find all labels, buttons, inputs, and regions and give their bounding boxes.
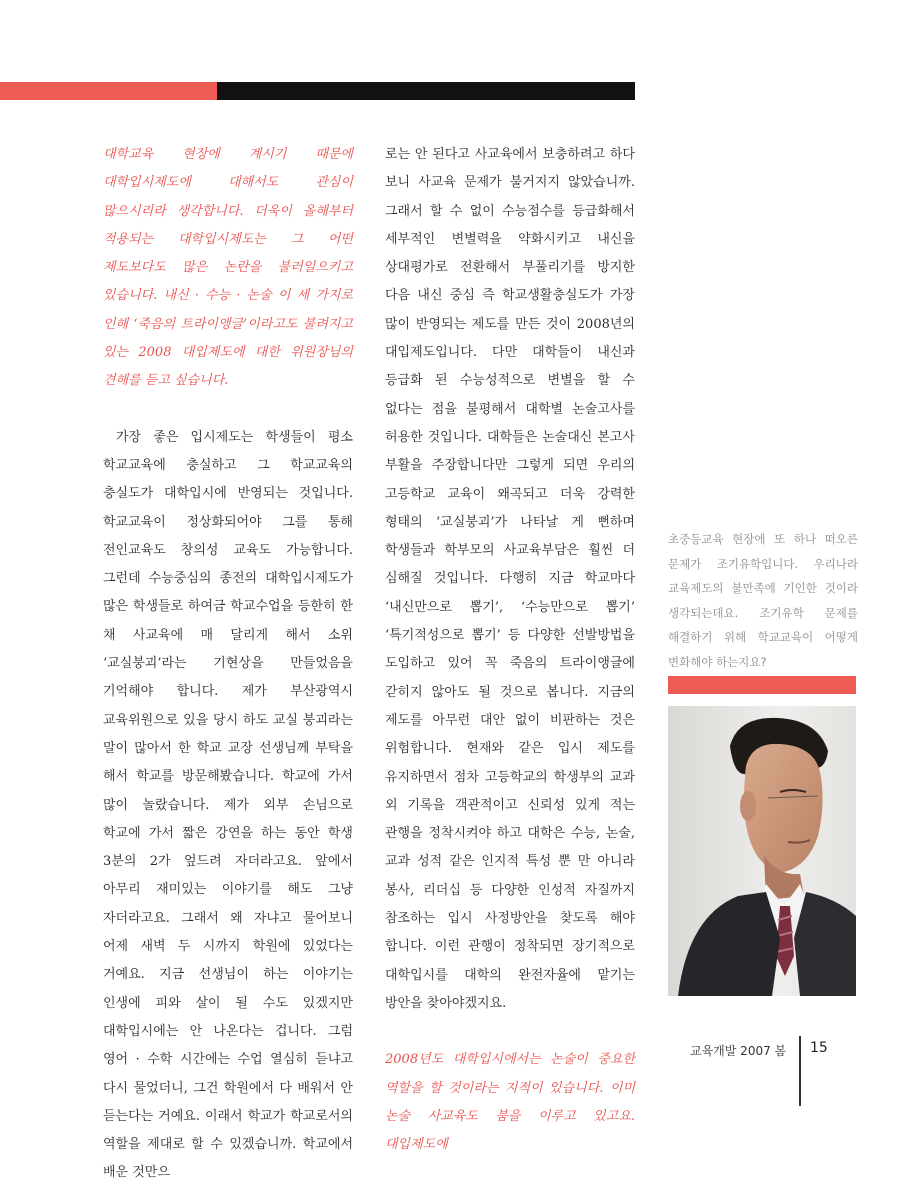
portrait-illustration <box>668 706 856 996</box>
interview-answer-continued: 로는 안 된다고 사교육에서 보충하려고 하다 보니 사교육 문제가 불거지지 않았습니까. 그래서 할 수 없이 수능점수를 등급화해서 세부적인 변별력을 약화시키고 내신을 상대평가로 전환해서 부풀리기를 방지한 다음 내신 중심 즉 학교생활충실도가 가장 많이 반영되는 제도를 만든 것이 2008년의 대입제도입니다. 다만 대학들이 내신과 등급화 된 수능성적으로 변별을 할 수 없다는 점을 불평해서 대학별 논술고사를 허용한 것입니다. 대학들은 논술대신 본고사 부활을 주장합니다만 그렇게 되면 우리의 고등학교 교육이 왜곡되고 더욱 강력한 형태의 ‘교실붕괴’가 나타날 게 뻔하며 학생들과 학부모의 사교육부담은 훨씬 더 심해질 것입니다. 다행히 지금 학교마다 ‘내신만으로 뽑기’, ‘수능만으로 뽑기’ ‘특기적성으로 뽑기’ 등 다양한 선발방법을 도입하고 있어 꼭 죽음의 트라이앵글에 갇히지 않아도 될 것으로 봅니다. 지금의 제도를 아무런 대안 없이 비판하는 것은 위험합니다. 현재와 같은 입시 제도를 유지하면서 점차 고등학교의 학생부의 교과 외 기록을 객관적이고 신뢰성 있게 적는 관행을 정착시켜야 하고 대학은 수능, 논술, 교과 성적 같은 인지적 특성 뿐 만 아니라 봉사, 리더십 등 다양한 인성적 자질까지 참조하는 입시 사정방안을 찾도록 해야 합니다. 이런 관행이 정착되면 장기적으로 대학입시를 대학의 완전자율에 맡기는 방안을 찾아야겠지요. <box>385 147 635 1011</box>
page-number: 15 <box>810 1040 828 1056</box>
interview-question: 2008년도 대학입시에서는 논술이 중요한 역할을 할 것이라는 지적이 있습니다. 이미 논술 사교육도 붐을 이루고 있고요. 대입제도에 <box>385 1052 635 1153</box>
column-left <box>103 141 353 1188</box>
column-middle <box>385 141 635 1159</box>
interview-question: 대학교육 현장에 계시기 때문에 대학입시제도에 대해서도 관심이 많으시리라 생각합니다. 더욱이 올해부터 적용되는 대학입시제도는 그 어떤 제도보다도 많은 논란을 불러일으키고 있습니다. 내신 · 수능 · 논술 이 세 가지로 인해 ‘죽음의 트라이앵글’이라고도 불려지고 있는 2008 대입제도에 대한 위원장님의 견해를 듣고 싶습니다. <box>103 147 353 389</box>
header-accent-bar <box>0 82 217 100</box>
interviewee-photo <box>668 706 856 996</box>
sidebar-accent-bar <box>668 676 856 694</box>
sidebar-question: 초중등교육 현장에 또 하나 떠오른 문제가 조기유학입니다. 우리나라 교육제도의 불만족에 기인한 것이라 생각되는데요. 조기유학 문제를 해결하기 위해 학교교육이 어떻게 변화해야 하는지요? <box>668 532 858 669</box>
header-dark-bar <box>217 82 635 100</box>
interview-answer: 가장 좋은 입시제도는 학생들이 평소 학교교육에 충실하고 그 학교교육의 충실도가 대학입시에 반영되는 것입니다. 학교교육이 정상화되어야 그를 통해 전인교육도 창의성 교육도 가능합니다. 그런데 수능중심의 종전의 대학입시제도가 많은 학생들로 하여금 학교수업을 등한히 한 채 사교육에 매 달리게 해서 소위 ‘교실붕괴’라는 기현상을 만들었음을 기억해야 합니다. 제가 부산광역시 교육위원으로 있을 당시 하도 교실 붕괴라는 말이 많아서 한 학교 교장 선생님께 부탁을 해서 학교를 방문해봤습니다. 학교에 가서 많이 놀랐습니다. 제가 외부 손님으로 학교에 가서 짧은 강연을 하는 동안 학생 3분의 2가 엎드려 자더라고요. 앞에서 아무리 재미있는 이야기를 해도 그냥 자더라고요. 그래서 왜 자냐고 물어보니 어제 새벽 두 시까지 학원에 있었다는 거예요. 지금 선생님이 하는 이야기는 인생에 피와 살이 될 수도 있겠지만 대학입시에는 안 나온다는 겁니다. 그럼 영어 · 수학 시간에는 수업 열심히 듣냐고 다시 물었더니, 그건 학원에서 다 배워서 안 듣는다는 거예요. 이래서 학교가 학교로서의 역할을 제대로 할 수 있겠습니까. 학교에서 배운 것만으 <box>103 429 353 1181</box>
footer-publication-title: 교육개발 2007 봄 <box>690 1044 787 1058</box>
footer-divider <box>799 1036 801 1106</box>
